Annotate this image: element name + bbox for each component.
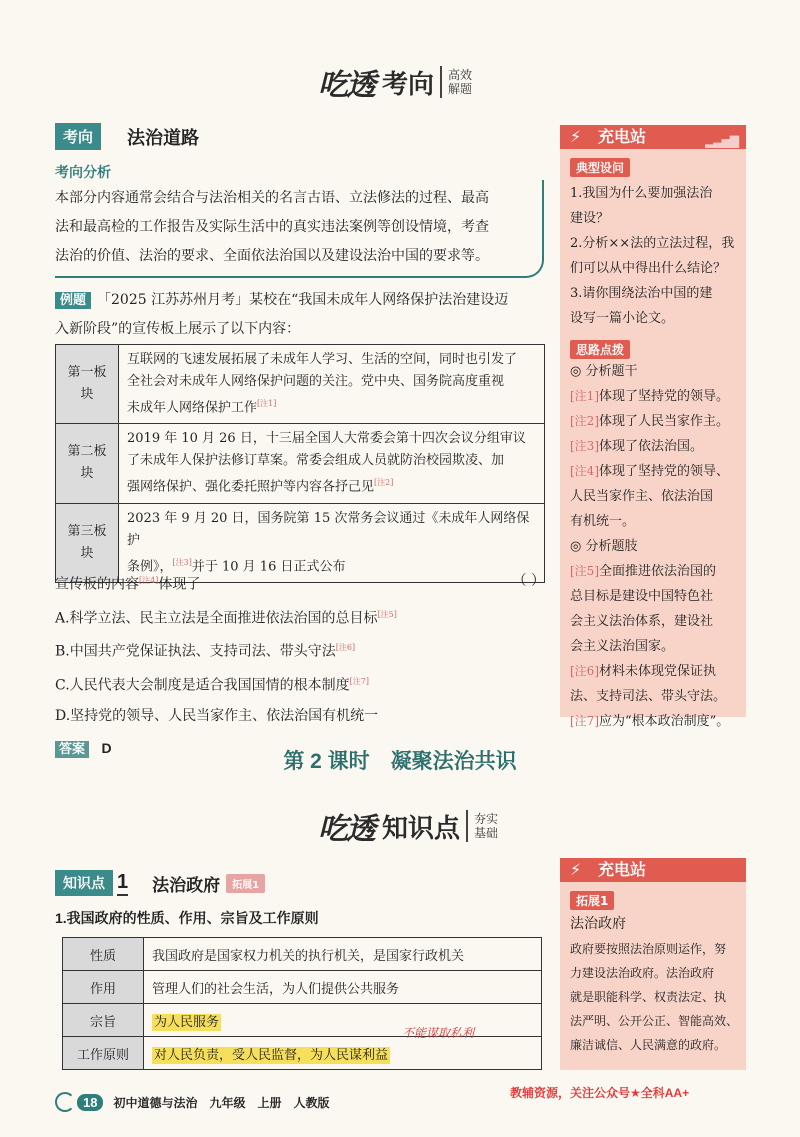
- extension-tag: 拓展1: [570, 891, 614, 910]
- analysis-stem-title: ◎ 分析题干: [570, 364, 638, 379]
- knowledge-heading: [55, 870, 265, 896]
- signal-icon: ▂▃▅▇: [705, 134, 738, 148]
- kaoxiang-tag: 考向: [55, 123, 101, 150]
- question-stem: 宣传板的内容: [55, 576, 139, 593]
- sidebar-header: ⚡ 充电站: [560, 858, 746, 882]
- section-banner: [318, 60, 474, 104]
- lightning-icon: ⚡: [570, 127, 582, 146]
- analysis-line: 本部分内容通常会结合与法治相关的名言古语、立法修法的过程、最高: [55, 190, 489, 206]
- analysis-line: 法治的价值、法治的要求、全面依法治国以及建设法治中国的要求等。: [55, 248, 489, 264]
- extension-badge: 拓展1: [226, 874, 265, 893]
- page-number: 18: [77, 1094, 103, 1111]
- table-cell: 2023 年 9 月 20 日，国务院第 15 次常务会议通过《未成年人网络保护 条例》，[注3]并于 10 月 16 日正式公布: [119, 503, 545, 582]
- option-b: B.中国共产党保证执法、支持司法、带头守法[注6]: [55, 643, 356, 660]
- answer-paren: （ ）: [512, 573, 545, 589]
- table-row: 工作原则 对人民负责，受人民监督，为人民谋利益: [63, 1037, 542, 1070]
- table-head: 第三板块: [56, 503, 119, 582]
- table-row: 性质 我国政府是国家权力机关的执行机关，是国家行政机关: [63, 938, 542, 971]
- question-block: 宣传板的内容[注4]体现了 （ ） A.科学立法、民主立法是全面推进依法治国的总目标[注5] B.中国共产党保证执法、支持司法、带头守法[注6] C.人民代表大会制度是适合我国国情的根本制度[注7] D.坚持党的领导、人民当家作主、依法治国有机统一 答案 D: [55, 566, 545, 765]
- table-cell: 2019 年 10 月 26 日，十三届全国人大常委会第十四次会议分组审议 了未成年人保护法修订草案。常委会组成人员就防治校园欺凌、加 强网络保护、强化委托照护等内容各抒己见[注2]: [119, 424, 545, 503]
- table-row: 宗旨 为人民服务: [63, 1004, 542, 1037]
- lesson-title: 第 2 课时 凝聚法治共识: [283, 750, 517, 773]
- option-a: A.科学立法、民主立法是全面推进依法治国的总目标[注5]: [55, 609, 397, 627]
- gov-table: [62, 937, 542, 1070]
- highlight: 对人民负责，受人民监督，为人民谋利益: [154, 1047, 389, 1063]
- knowledge-banner: [318, 804, 500, 848]
- footer: [55, 1092, 329, 1112]
- table-row: [56, 424, 545, 503]
- knowledge-tag: 知识点: [55, 870, 113, 896]
- answer-value: D: [101, 739, 112, 756]
- thinking-tag: 思路点拨: [570, 340, 630, 359]
- kaoxiang-heading: [55, 123, 199, 150]
- banner-title: 考向: [382, 69, 435, 100]
- banner-divider: [440, 66, 442, 98]
- analysis-box: [55, 180, 544, 278]
- banner-subtitle: 高效解题: [448, 68, 473, 96]
- sidebar-header: ⚡ 充电站 ▂▃▅▇: [560, 125, 746, 149]
- table-head: 第一板块: [56, 345, 119, 424]
- subheading: 1.我国政府的性质、作用、宗旨及工作原则: [55, 910, 319, 926]
- note-marker: [注1]: [257, 399, 277, 408]
- sidebar-chongdianzhan: ⚡ 充电站 ▂▃▅▇ 典型设问 1.我国为什么要加强法治 建设？ 2.分析××法的立法过程，我 们可以从中得出什么结论？ 3.请你围绕法治中国的建 设写一篇小论文。 思路点拨 ◎ 分析题干 [注1]体现了坚持党的领导。 [注2]体现了人民当家作主。 [注3]体现了依法治国。 [注4]体现了坚持党的领导、 人民当家作主、依法治国 有机统一。 ◎ 分析题肢 [注5]全面推进依法治国的 总目标是建设中国特色社 会主义法治体系，建设社 会主义法治国家。 [注6]材料未体现党保证执 法、支持司法、带头守法。 [注7]应为“根本政治制度”。: [560, 125, 746, 717]
- note-marker: [注3]: [172, 557, 192, 567]
- knowledge-title: 法治政府: [152, 875, 221, 895]
- knowledge-number: 1: [117, 871, 128, 896]
- sidebar-chongdianzhan-2: ⚡ 充电站 拓展1 法治政府 政府要按照法治原则运作，努 力建设法治政府。法治政府 就是职能科学、权责法定、执 法严明、公开公正、智能高效、 廉洁诚信、人民满意的政府。: [560, 858, 746, 1070]
- option-d: D.坚持党的领导、人民当家作主、依法治国有机统一: [55, 707, 379, 724]
- banner-divider: [466, 810, 468, 842]
- option-c: C.人民代表大会制度是适合我国国情的根本制度[注7]: [55, 676, 370, 694]
- analysis-line: 法和最高检的工作报告及实际生活中的真实违法案例等创设情境，考查: [55, 219, 489, 235]
- banner-subtitle: 夯实基础: [474, 812, 499, 840]
- handwritten-note: 不能谋取私利: [402, 1026, 475, 1040]
- page-mark-icon: [55, 1092, 75, 1112]
- answer-label: 答案: [55, 741, 89, 758]
- example-stem: [55, 286, 545, 344]
- table-row: [56, 345, 545, 424]
- promo-text: 教辅资源，关注公众号★全科AA+: [510, 1086, 690, 1100]
- banner-chi: 吃透: [318, 68, 374, 103]
- table-cell: 我国政府是国家权力机关的执行机关，是国家行政机关: [144, 938, 542, 971]
- table-cell: 管理人们的社会生活，为人们提供公共服务: [144, 971, 542, 1004]
- info-table: [55, 344, 545, 583]
- analysis-option-title: ◎ 分析题肢: [570, 539, 638, 554]
- example-line: 入新阶段”的宣传板上展示了以下内容：: [55, 321, 301, 337]
- kaoxiang-title: 法治道路: [127, 127, 200, 148]
- lightning-icon: ⚡: [570, 860, 582, 879]
- table-row: 作用 管理人们的社会生活，为人们提供公共服务: [63, 971, 542, 1004]
- table-cell: 互联网的飞速发展拓展了未成年人学习、生活的空间，同时也引发了 全社会对未成年人网络保护问题的关注。党中央、国务院高度重视 未成年人网络保护工作[注1]: [119, 345, 545, 424]
- typical-question-tag: 典型设问: [570, 158, 630, 177]
- table-head: 第二板块: [56, 424, 119, 503]
- example-tag: 例题: [55, 292, 91, 309]
- note-marker: [注2]: [374, 478, 394, 488]
- highlight: 为人民服务: [154, 1014, 220, 1030]
- example-line: 「2025 江苏苏州月考」某校在“我国未成年人网络保护法治建设迈: [97, 292, 509, 308]
- table-cell: [144, 1037, 542, 1070]
- book-title: 初中道德与法治 九年级 上册 人教版: [113, 1095, 330, 1110]
- banner-chi: 吃透: [318, 812, 374, 847]
- analysis-heading: 考向分析: [55, 165, 111, 181]
- banner-title: 知识点: [382, 813, 461, 844]
- table-cell: [144, 1004, 542, 1037]
- extension-heading: 法治政府: [570, 916, 626, 932]
